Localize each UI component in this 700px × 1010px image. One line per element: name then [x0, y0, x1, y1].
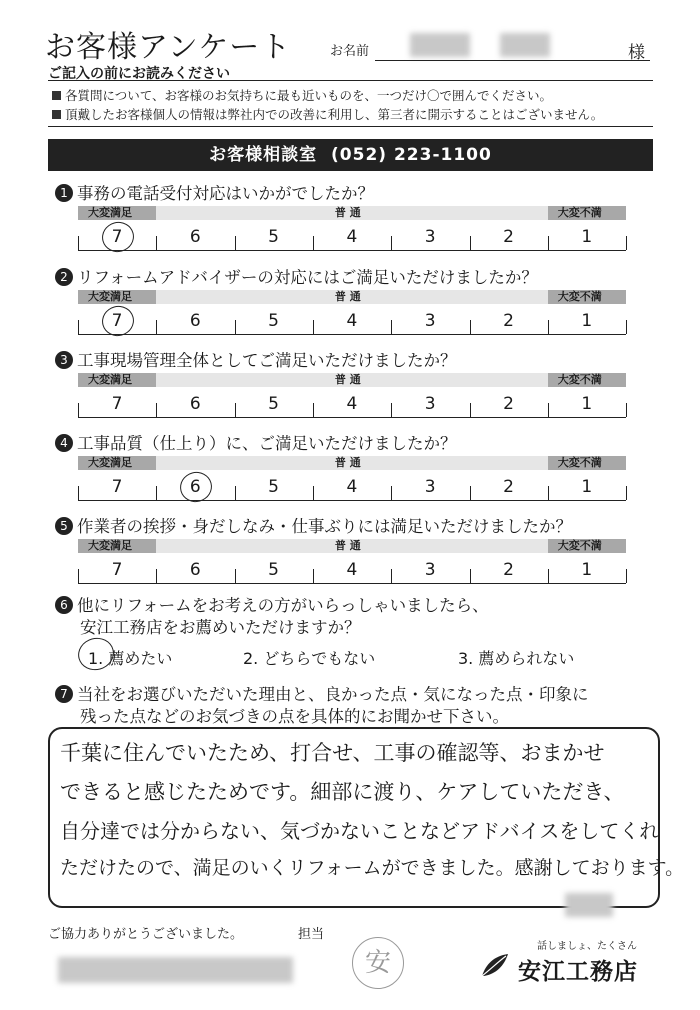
rating-option-2[interactable]: 2 — [503, 227, 514, 247]
scale-cells — [78, 553, 626, 584]
rating-option-6[interactable]: 6 — [189, 311, 201, 331]
scale-tick — [626, 403, 627, 417]
rating-option-4[interactable]: 4 — [346, 477, 358, 497]
name-label: お名前 — [330, 44, 370, 59]
handwritten-line-4: ただけたので、満足のいくリフォームができました。感謝しております。 — [60, 857, 685, 879]
scale-label-neutral: 普 通 — [334, 206, 361, 219]
question-number-badge: 1 — [55, 184, 73, 202]
question-number-badge: 4 — [55, 434, 73, 452]
rating-option-3[interactable]: 3 — [424, 477, 436, 497]
question-7-line2: 残った点などのお気づきの点を具体的にお聞かせ下さい。 — [80, 707, 509, 726]
rating-option-2[interactable]: 2 — [503, 477, 514, 497]
rating-scale — [78, 456, 626, 502]
rating-scale — [78, 539, 626, 585]
rating-option-3[interactable]: 3 — [424, 560, 436, 580]
rating-option-6[interactable]: 6 — [189, 477, 201, 497]
rating-option-3[interactable]: 3 — [424, 227, 436, 247]
rating-option-2[interactable]: 2 — [503, 311, 514, 331]
question-number-badge: 6 — [55, 596, 73, 614]
rating-option-4[interactable]: 4 — [346, 394, 358, 414]
scale-tick — [626, 236, 627, 250]
rating-option-7[interactable]: 7 — [111, 477, 123, 497]
rating-option-6[interactable]: 6 — [189, 227, 201, 247]
rating-option-1[interactable]: 1 — [581, 227, 593, 247]
question-6: 6 他にリフォームをお考えの方がいらっしゃいましたら、 — [55, 592, 489, 616]
thanks-text: ご協力ありがとうございました。 — [48, 927, 244, 942]
name-field-line — [375, 60, 650, 61]
question-7: 7 当社をお選びいただいた理由と、良かった点・気になった点・印象に — [55, 681, 589, 705]
handwritten-line-1: 千葉に住んでいたため、打合せ、工事の確認等、おまかせ — [60, 741, 605, 765]
consultation-banner: お客様相談室 (052) 223-1100 — [48, 139, 653, 171]
rating-option-1[interactable]: 1 — [581, 560, 593, 580]
rating-option-3[interactable]: 3 — [424, 394, 436, 414]
scale-label-neutral: 普 通 — [334, 290, 361, 303]
q6-option-1[interactable]: 1. 薦めたい — [88, 649, 173, 668]
rating-option-7[interactable]: 7 — [111, 394, 123, 414]
rating-option-5[interactable]: 5 — [268, 560, 279, 580]
question-3: 3 工事現場管理全体としてご満足いただけましたか？ — [55, 347, 457, 371]
handwritten-line-3: 自分達では分からない、気づかないことなどアドバイスをしてくれ — [60, 819, 660, 843]
staff-label: 担当 — [298, 927, 325, 942]
honorific: 様 — [628, 43, 645, 63]
rating-option-3[interactable]: 3 — [424, 311, 436, 331]
rating-option-1[interactable]: 1 — [581, 394, 593, 414]
question-1: 1 事務の電話受付対応はいかがでしたか？ — [55, 180, 374, 204]
rating-option-7[interactable]: 7 — [111, 560, 123, 580]
scale-tick — [626, 320, 627, 334]
rating-option-2[interactable]: 2 — [503, 560, 514, 580]
rating-scale — [78, 290, 626, 336]
rating-option-1[interactable]: 1 — [581, 477, 593, 497]
scale-label-very-satisfied: 大変満足 — [88, 373, 132, 386]
page-title: お客様アンケート — [45, 30, 292, 65]
scale-label-very-dissatisfied: 大変不満 — [557, 206, 602, 219]
scale-label-very-dissatisfied: 大変不満 — [557, 456, 602, 469]
company-name: 安江工務店 — [518, 959, 638, 985]
company-tagline: 話しましょ、たくさん — [537, 941, 637, 952]
scale-tick — [626, 569, 627, 583]
name-redacted — [410, 33, 470, 57]
q6-option-2[interactable]: 2. どちらでもない — [243, 649, 376, 668]
read-first-heading: ご記入の前にお読みください — [48, 66, 230, 82]
rating-option-4[interactable]: 4 — [346, 227, 358, 247]
name-redacted — [500, 33, 550, 57]
rating-scale — [78, 373, 626, 419]
question-number-badge: 7 — [55, 685, 73, 703]
question-number-badge: 3 — [55, 351, 73, 369]
rating-scale — [78, 206, 626, 252]
q6-option-3[interactable]: 3. 薦められない — [458, 649, 575, 668]
divider — [48, 80, 653, 81]
scale-tick — [626, 486, 627, 500]
scale-label-very-dissatisfied: 大変不満 — [557, 290, 602, 303]
scale-cells — [78, 304, 626, 335]
question-2: 2 リフォームアドバイザーの対応にはご満足いただけましたか？ — [55, 264, 538, 288]
scale-header — [78, 456, 626, 470]
rating-option-7[interactable]: 7 — [111, 227, 123, 247]
staff-seal-stamp: 安 — [352, 937, 404, 989]
scale-cells — [78, 220, 626, 251]
scale-label-very-satisfied: 大変満足 — [88, 206, 132, 219]
note-1: 各質問について、お客様のお気持ちに最も近いものを、一つだけ〇で囲んでください。 — [52, 86, 552, 104]
rating-option-7[interactable]: 7 — [111, 311, 123, 331]
rating-option-5[interactable]: 5 — [268, 394, 279, 414]
scale-header — [78, 539, 626, 553]
question-number-badge: 5 — [55, 517, 73, 535]
scale-label-very-satisfied: 大変満足 — [88, 539, 132, 552]
leaf-logo-icon — [478, 950, 512, 980]
rating-option-1[interactable]: 1 — [581, 311, 593, 331]
scale-label-neutral: 普 通 — [334, 539, 361, 552]
question-5: 5 作業者の挨拶・身だしなみ・仕事ぶりには満足いただけましたか？ — [55, 513, 572, 537]
rating-option-4[interactable]: 4 — [346, 311, 358, 331]
rating-option-6[interactable]: 6 — [189, 394, 201, 414]
scale-header — [78, 206, 626, 220]
scale-label-very-satisfied: 大変満足 — [88, 290, 132, 303]
scale-header — [78, 373, 626, 387]
square-bullet-icon — [52, 91, 61, 100]
staff-redacted — [58, 957, 293, 983]
rating-option-2[interactable]: 2 — [503, 394, 514, 414]
rating-option-5[interactable]: 5 — [268, 477, 279, 497]
divider — [48, 126, 653, 127]
rating-option-5[interactable]: 5 — [268, 227, 279, 247]
question-4: 4 工事品質（仕上り）に、ご満足いただけましたか？ — [55, 430, 457, 454]
scale-cells — [78, 387, 626, 418]
scale-header — [78, 290, 626, 304]
handwritten-line-2: できると感じたためです。細部に渡り、ケアしていただき、 — [60, 780, 625, 804]
scale-label-very-dissatisfied: 大変不満 — [557, 373, 602, 386]
scale-cells — [78, 470, 626, 501]
question-number-badge: 2 — [55, 268, 73, 286]
square-bullet-icon — [52, 110, 61, 119]
phone-number: (052) 223-1100 — [331, 145, 492, 165]
signature-redacted — [565, 893, 613, 917]
question-6-line2: 安江工務店をお薦めいただけますか？ — [80, 618, 361, 637]
scale-label-very-satisfied: 大変満足 — [88, 456, 132, 469]
rating-option-6[interactable]: 6 — [189, 560, 201, 580]
rating-option-4[interactable]: 4 — [346, 560, 358, 580]
rating-option-5[interactable]: 5 — [268, 311, 279, 331]
note-2: 頂戴したお客様個人の情報は弊社内での改善に利用し、第三者に開示することはございません。 — [52, 105, 603, 123]
scale-label-very-dissatisfied: 大変不満 — [557, 539, 602, 552]
scale-label-neutral: 普 通 — [334, 456, 361, 469]
scale-label-neutral: 普 通 — [334, 373, 361, 386]
